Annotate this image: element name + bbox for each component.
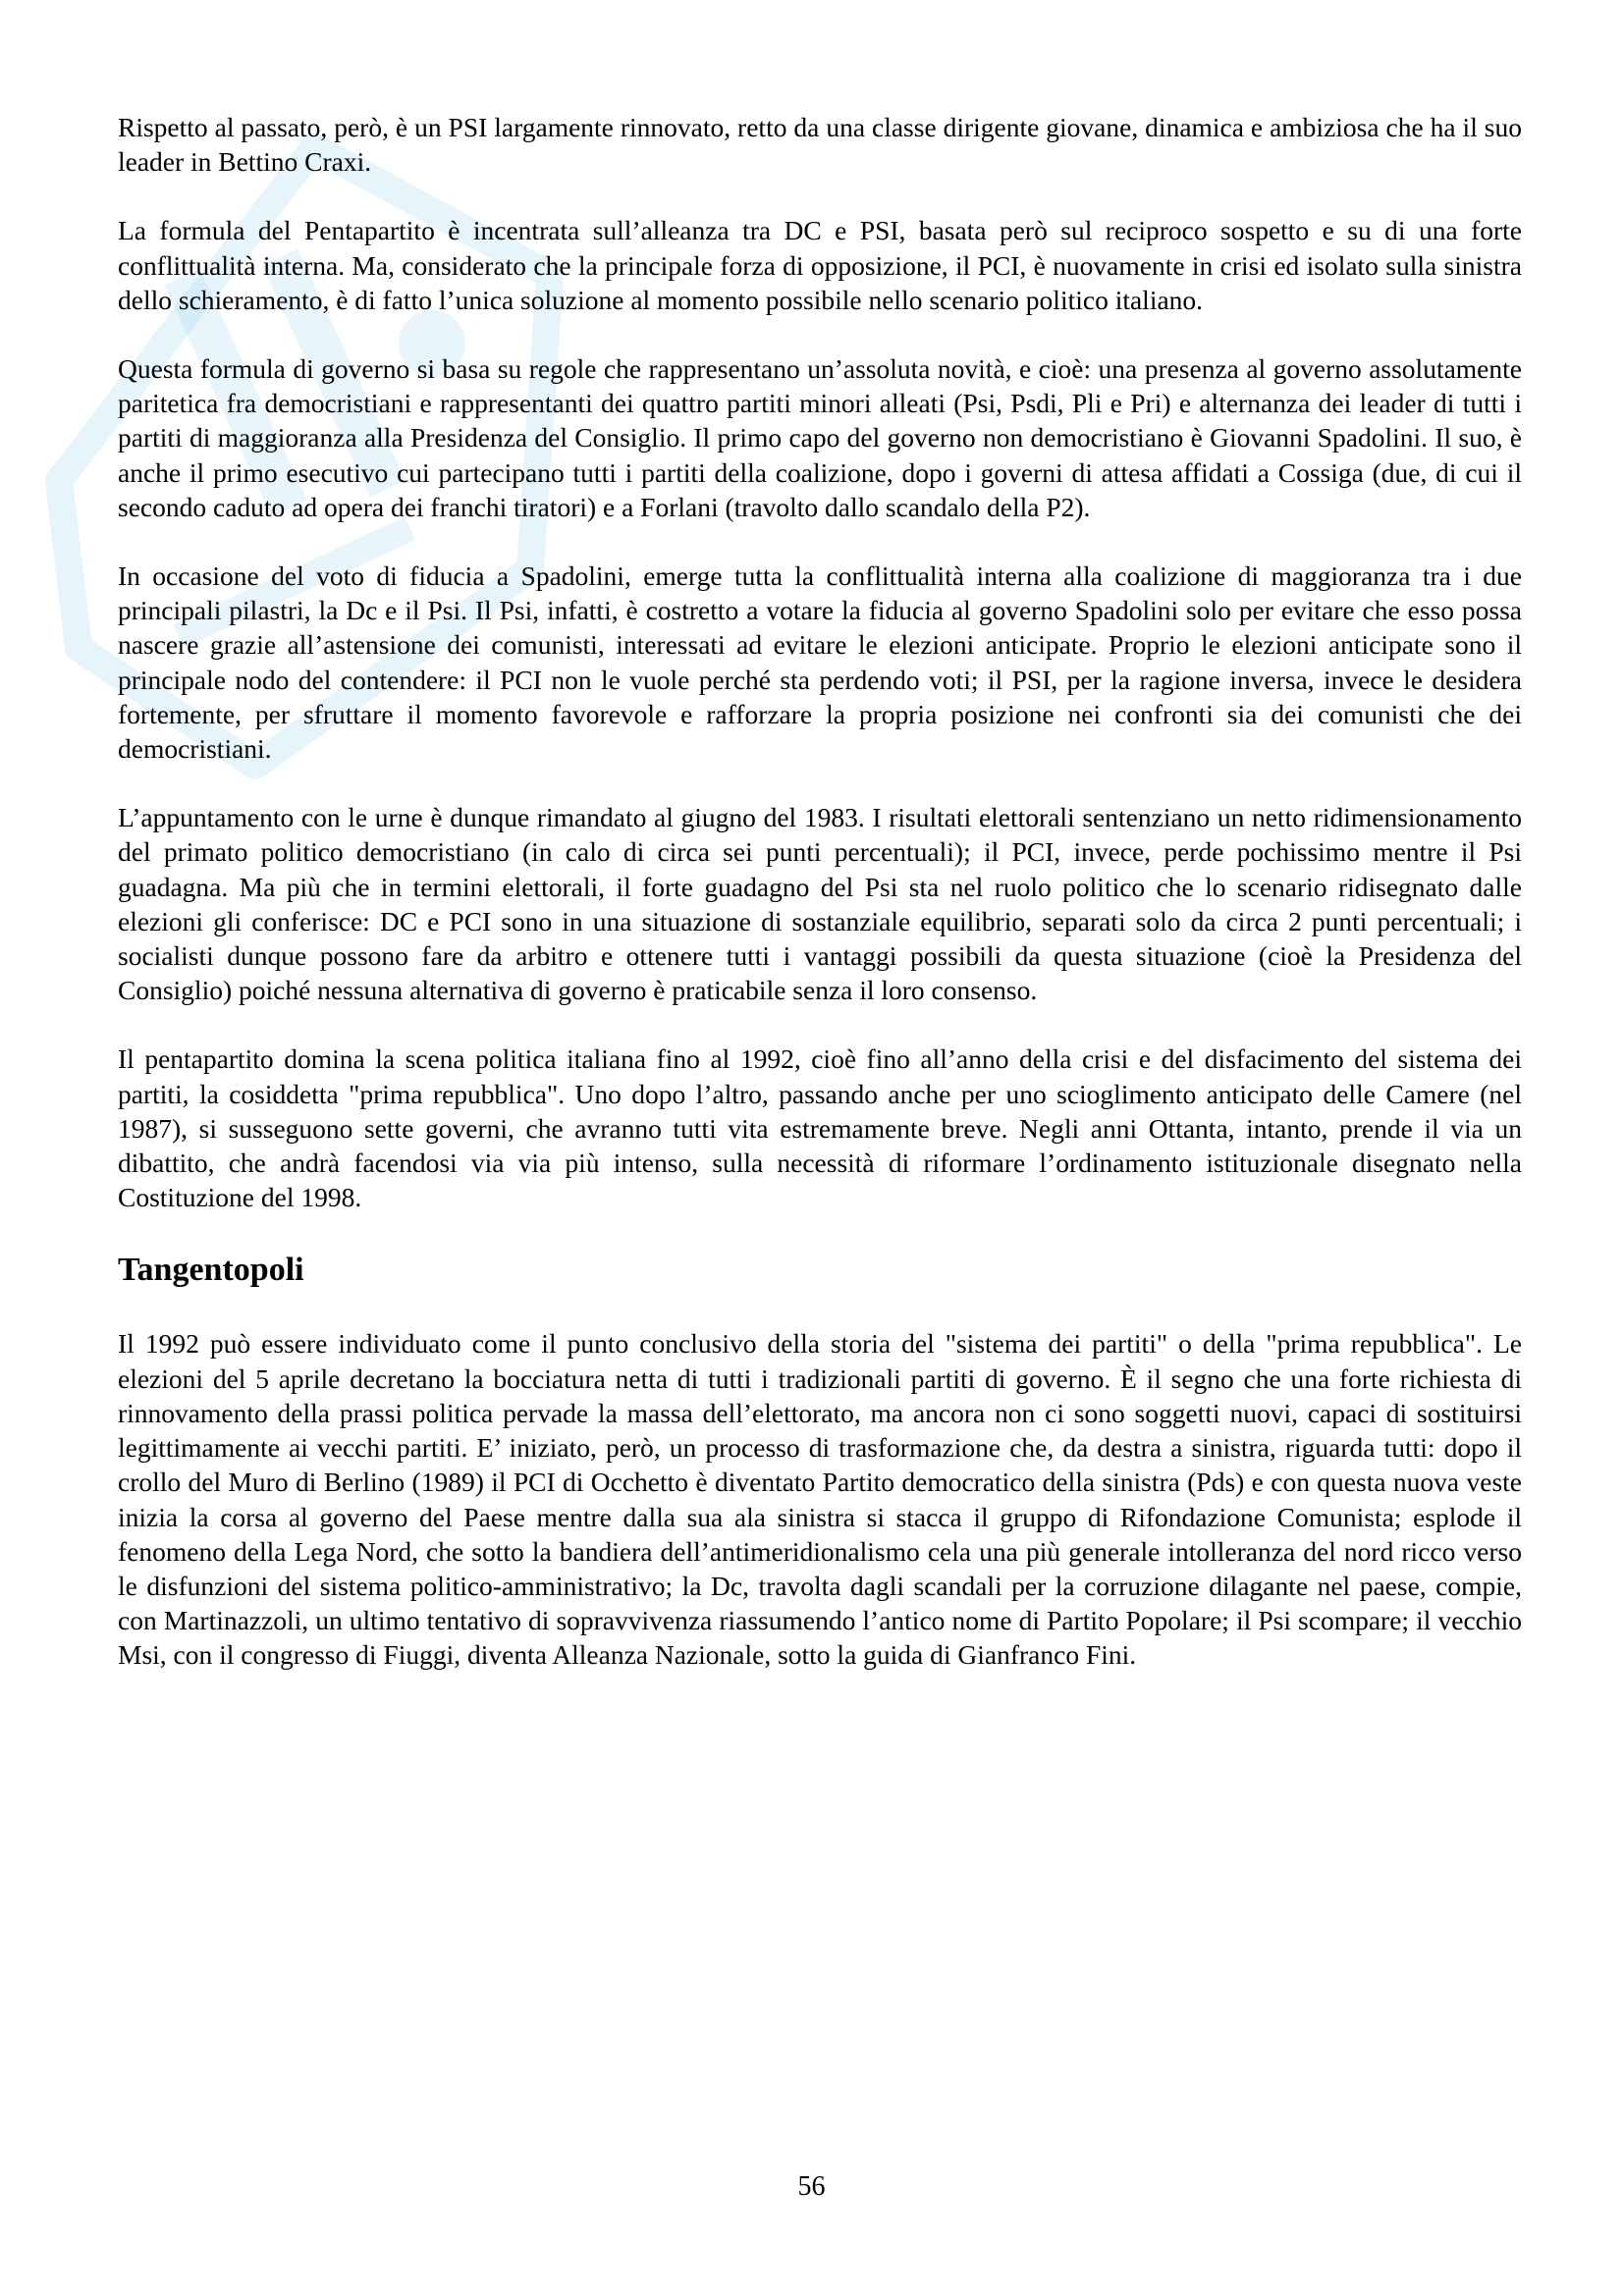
paragraph-regole-governo: Questa formula di governo si basa su regole che rappresentano un’assoluta novità, e cioè: una presenza al governo assolutamente paritetica fra democristiani e rappresentanti dei quattro partiti minori alleati (Psi, Psdi, Pli e Pri) e alternanza dei leader di tutti i partiti di maggioranza alla Presidenza del Consiglio. Il primo capo del governo non democristiano è Giovanni Spadolini. Il suo, è anche il primo esecutivo cui partecipano tutti i partiti della coalizione, dopo i governi di attesa affidati a Cossiga (due, di cui il secondo caduto ad opera dei franchi tiratori) e a Forlani (travolto dallo scandalo della P2). <box>118 353 1522 522</box>
paragraph-tangentopoli: Il 1992 può essere individuato come il punto conclusivo della storia del "sistema dei partiti" o della "prima repubblica". Le elezioni del 5 aprile decretano la bocciatura netta di tutti i tradizionali partiti di governo. È il segno che una forte richiesta di rinnovamento della prassi politica pervade la massa dell’elettorato, ma ancora non ci sono soggetti nuovi, capaci di sostituirsi legittimamente ai vecchi partiti. E’ iniziato, però, un processo di trasformazione che, da destra a sinistra, riguarda tutti: dopo il crollo del Muro di Berlino (1989) il PCI di Occhetto è diventato Partito democratico della sinistra (Pds) e con questa nuova veste inizia la corsa al governo del Paese mentre dalla sua ala sinistra si stacca il gruppo di Rifondazione Comunista; esplode il fenomeno della Lega Nord, che sotto la bandiera dell’antimeridionalismo cela una più generale intolleranza del nord ricco verso le disfunzioni del sistema politico-amministrativo; la Dc, travolta dagli scandali per la corruzione dilagante nel paese, compie, con Martinazzoli, un ultimo tentativo di sopravvivenza riassumendo l’antico nome di Partito Popolare; il Psi scompare; il vecchio Msi, con il congresso di Fiuggi, diventa Alleanza Nazionale, sotto la guida di Gianfranco Fini. <box>118 1328 1522 1671</box>
paragraph-pentapartito-formula: La formula del Pentapartito è incentrata sull’alleanza tra DC e PSI, basata però sul reciproco sospetto e su di una forte conflittualità interna. Ma, considerato che la principale forza di opposizione, il PCI, è nuovamente in crisi ed isolato sulla sinistra dello schieramento, è di fatto l’unica soluzione al momento possibile nello scenario politico italiano. <box>118 215 1522 315</box>
paragraph-pentapartito-1992: Il pentapartito domina la scena politica italiana fino al 1992, cioè fino all’anno della crisi e del disfacimento del sistema dei partiti, la cosiddetta "prima repubblica". Uno dopo l’altro, passando anche per uno scioglimento anticipato delle Camere (nel 1987), si susseguono sette governi, che avranno tutti vita estremamente breve. Negli anni Ottanta, intanto, prende il via un dibattito, che andrà facendosi via via più intenso, sulla necessità di riformare l’ordinamento istituzionale disegnato nella Costituzione del 1998. <box>118 1043 1522 1213</box>
page-number: 56 <box>797 2171 826 2202</box>
paragraph-elezioni-1983: L’appuntamento con le urne è dunque rimandato al giugno del 1983. I risultati elettorali sentenziano un netto ridimensionamento del primato politico democristiano (in calo di circa sei punti percentuali); il PCI, invece, perde pochissimo mentre il Psi guadagna. Ma più che in termini elettorali, il forte guadagno del Psi sta nel ruolo politico che lo scenario ridisegnato dalle elezioni gli conferisce: DC e PCI sono in una situazione di sostanziale equilibrio, separati solo da circa 2 punti percentuali; i socialisti dunque possono fare da arbitro e ottenere tutti i vantaggi possibili da questa situazione (cioè la Presidenza del Consiglio) poiché nessuna alternativa di governo è praticabile senza il loro consenso. <box>118 802 1522 1006</box>
page-body <box>118 110 1522 1707</box>
paragraph-voto-fiducia: In occasione del voto di fiducia a Spadolini, emerge tutta la conflittualità interna alla coalizione di maggioranza tra i due principali pilastri, la Dc e il Psi. Il Psi, infatti, è costretto a votare la fiducia al governo Spadolini solo per evitare che esso possa nascere grazie all’astensione dei comunisti, interessati ad evitare le elezioni anticipate. Proprio le elezioni anticipate sono il principale nodo del contendere: il PCI non le vuole perché sta perdendo voti; il PSI, per la ragione inversa, invece le desidera fortemente, per sfruttare il momento favorevole e rafforzare la propria posizione nei confronti sia dei comunisti che dei democristiani. <box>118 561 1522 765</box>
section-heading: Tangentopoli <box>118 1252 304 1289</box>
paragraph-psi-rinnovato: Rispetto al passato, però, è un PSI largamente rinnovato, retto da una classe dirigente giovane, dinamica e ambiziosa che ha il suo leader in Bettino Craxi. <box>118 112 1522 178</box>
